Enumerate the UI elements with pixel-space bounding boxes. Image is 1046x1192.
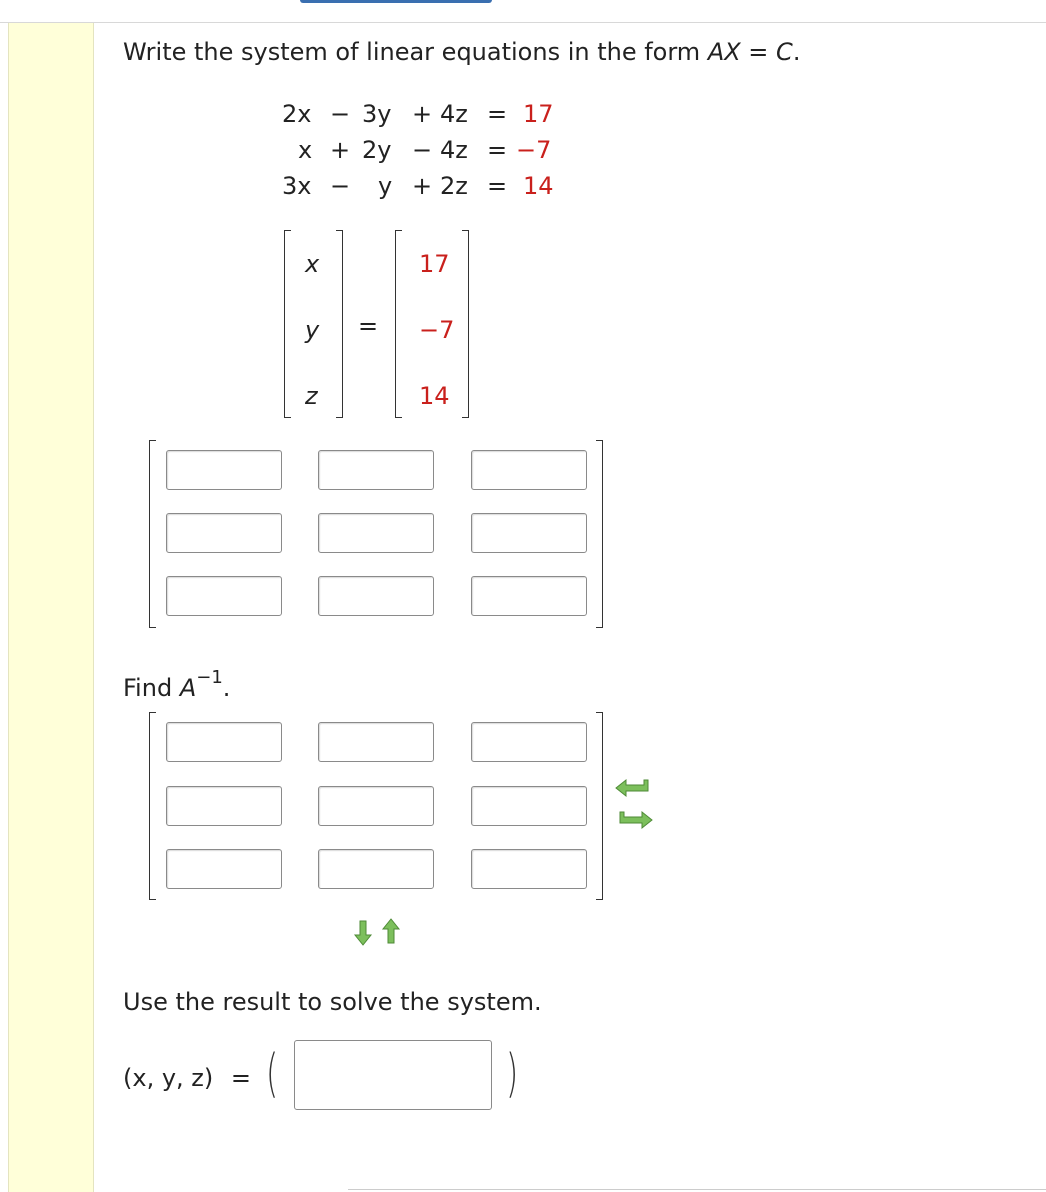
- col-swap-down-arrow-icon[interactable]: [353, 917, 373, 947]
- eq2-term-a: x: [298, 136, 313, 164]
- matrix-a-cell-3-3[interactable]: [471, 576, 587, 616]
- matrix-a-cell-3-2[interactable]: [318, 576, 434, 616]
- x-vector-y: y: [305, 316, 320, 344]
- matrix-a-cell-1-3[interactable]: [471, 450, 587, 490]
- matrix-a-cell-3-1[interactable]: [166, 576, 282, 616]
- matrix-a-cell-2-2[interactable]: [318, 513, 434, 553]
- matrix-a-cell-1-2[interactable]: [318, 450, 434, 490]
- c-vector-right-bracket: [462, 230, 469, 418]
- matrix-ainv-cell-2-3[interactable]: [471, 786, 587, 826]
- matrix-a-cell-2-1[interactable]: [166, 513, 282, 553]
- eq2-op2: −: [412, 136, 433, 164]
- matrix-ainv-right-bracket: [596, 712, 603, 900]
- prompt-ax: AX: [707, 38, 741, 66]
- answer-right-paren: ): [506, 1044, 519, 1104]
- c-vector-1: 17: [419, 250, 450, 278]
- vector-equals: =: [358, 312, 379, 340]
- matrix-ainv-cell-2-1[interactable]: [166, 786, 282, 826]
- row-swap-right-arrow-icon[interactable]: [614, 810, 654, 830]
- solution-equals: =: [230, 1064, 251, 1092]
- matrix-ainv-cell-3-2[interactable]: [318, 849, 434, 889]
- eq1-term-b: 3y: [362, 100, 392, 128]
- c-vector-left-bracket: [395, 230, 402, 418]
- eq1-rhs: 17: [523, 100, 554, 128]
- matrix-ainv-cell-1-1[interactable]: [166, 722, 282, 762]
- solution-tuple-label: (x, y, z): [123, 1064, 214, 1092]
- x-vector-right-bracket: [336, 230, 343, 418]
- eq3-term-c: 2z: [440, 172, 468, 200]
- eq2-rhs: −7: [516, 136, 552, 164]
- eq3-equals: =: [487, 172, 508, 200]
- eq3-term-a: 3x: [282, 172, 312, 200]
- x-vector-z: z: [305, 382, 318, 410]
- matrix-ainv-cell-2-2[interactable]: [318, 786, 434, 826]
- eq3-op2: +: [412, 172, 433, 200]
- row-swap-left-arrow-icon[interactable]: [614, 778, 654, 798]
- eq1-equals: =: [487, 100, 508, 128]
- prompt-period: .: [792, 38, 801, 66]
- c-vector-2: −7: [419, 316, 455, 344]
- matrix-a-cell-2-3[interactable]: [471, 513, 587, 553]
- matrix-ainv-cell-3-3[interactable]: [471, 849, 587, 889]
- eq1-term-c: 4z: [440, 100, 468, 128]
- eq1-op2: +: [412, 100, 433, 128]
- eq2-term-b: 2y: [362, 136, 392, 164]
- eq2-op1: +: [330, 136, 351, 164]
- matrix-a-left-bracket: [149, 440, 156, 628]
- find-inverse-superscript: −1: [196, 667, 223, 688]
- matrix-ainv-cell-1-2[interactable]: [318, 722, 434, 762]
- find-inverse-period: .: [222, 674, 231, 702]
- x-vector-x: x: [305, 250, 320, 278]
- matrix-ainv-cell-3-1[interactable]: [166, 849, 282, 889]
- eq1-op1: −: [330, 100, 351, 128]
- matrix-ainv-cell-1-3[interactable]: [471, 722, 587, 762]
- prompt-pre: Write the system of linear equations in the form: [123, 38, 708, 66]
- bottom-divider: [348, 1189, 1046, 1190]
- find-inverse-label: [123, 668, 230, 702]
- c-vector-3: 14: [419, 382, 450, 410]
- prompt-text: [123, 38, 800, 66]
- matrix-a-cell-1-1[interactable]: [166, 450, 282, 490]
- matrix-ainv-left-bracket: [149, 712, 156, 900]
- x-vector-left-bracket: [284, 230, 291, 418]
- eq3-term-b: y: [378, 172, 393, 200]
- col-swap-up-arrow-icon[interactable]: [381, 917, 401, 947]
- solution-answer-input[interactable]: [294, 1040, 492, 1110]
- prompt-equals: =: [740, 38, 777, 66]
- prompt-c: C: [776, 38, 793, 66]
- find-inverse-a: A: [179, 674, 197, 702]
- matrix-a-right-bracket: [596, 440, 603, 628]
- eq3-rhs: 14: [523, 172, 554, 200]
- eq2-equals: =: [487, 136, 508, 164]
- eq2-term-c: 4z: [440, 136, 468, 164]
- question-sidebar: [8, 23, 94, 1192]
- find-inverse-pre: Find: [123, 674, 180, 702]
- answer-left-paren: (: [266, 1044, 279, 1104]
- top-divider: [0, 22, 1046, 23]
- solve-instruction: Use the result to solve the system.: [123, 988, 542, 1016]
- eq1-term-a: 2x: [282, 100, 312, 128]
- top-tab-indicator: [300, 0, 492, 3]
- eq3-op1: −: [330, 172, 351, 200]
- solution-label: [123, 1064, 251, 1092]
